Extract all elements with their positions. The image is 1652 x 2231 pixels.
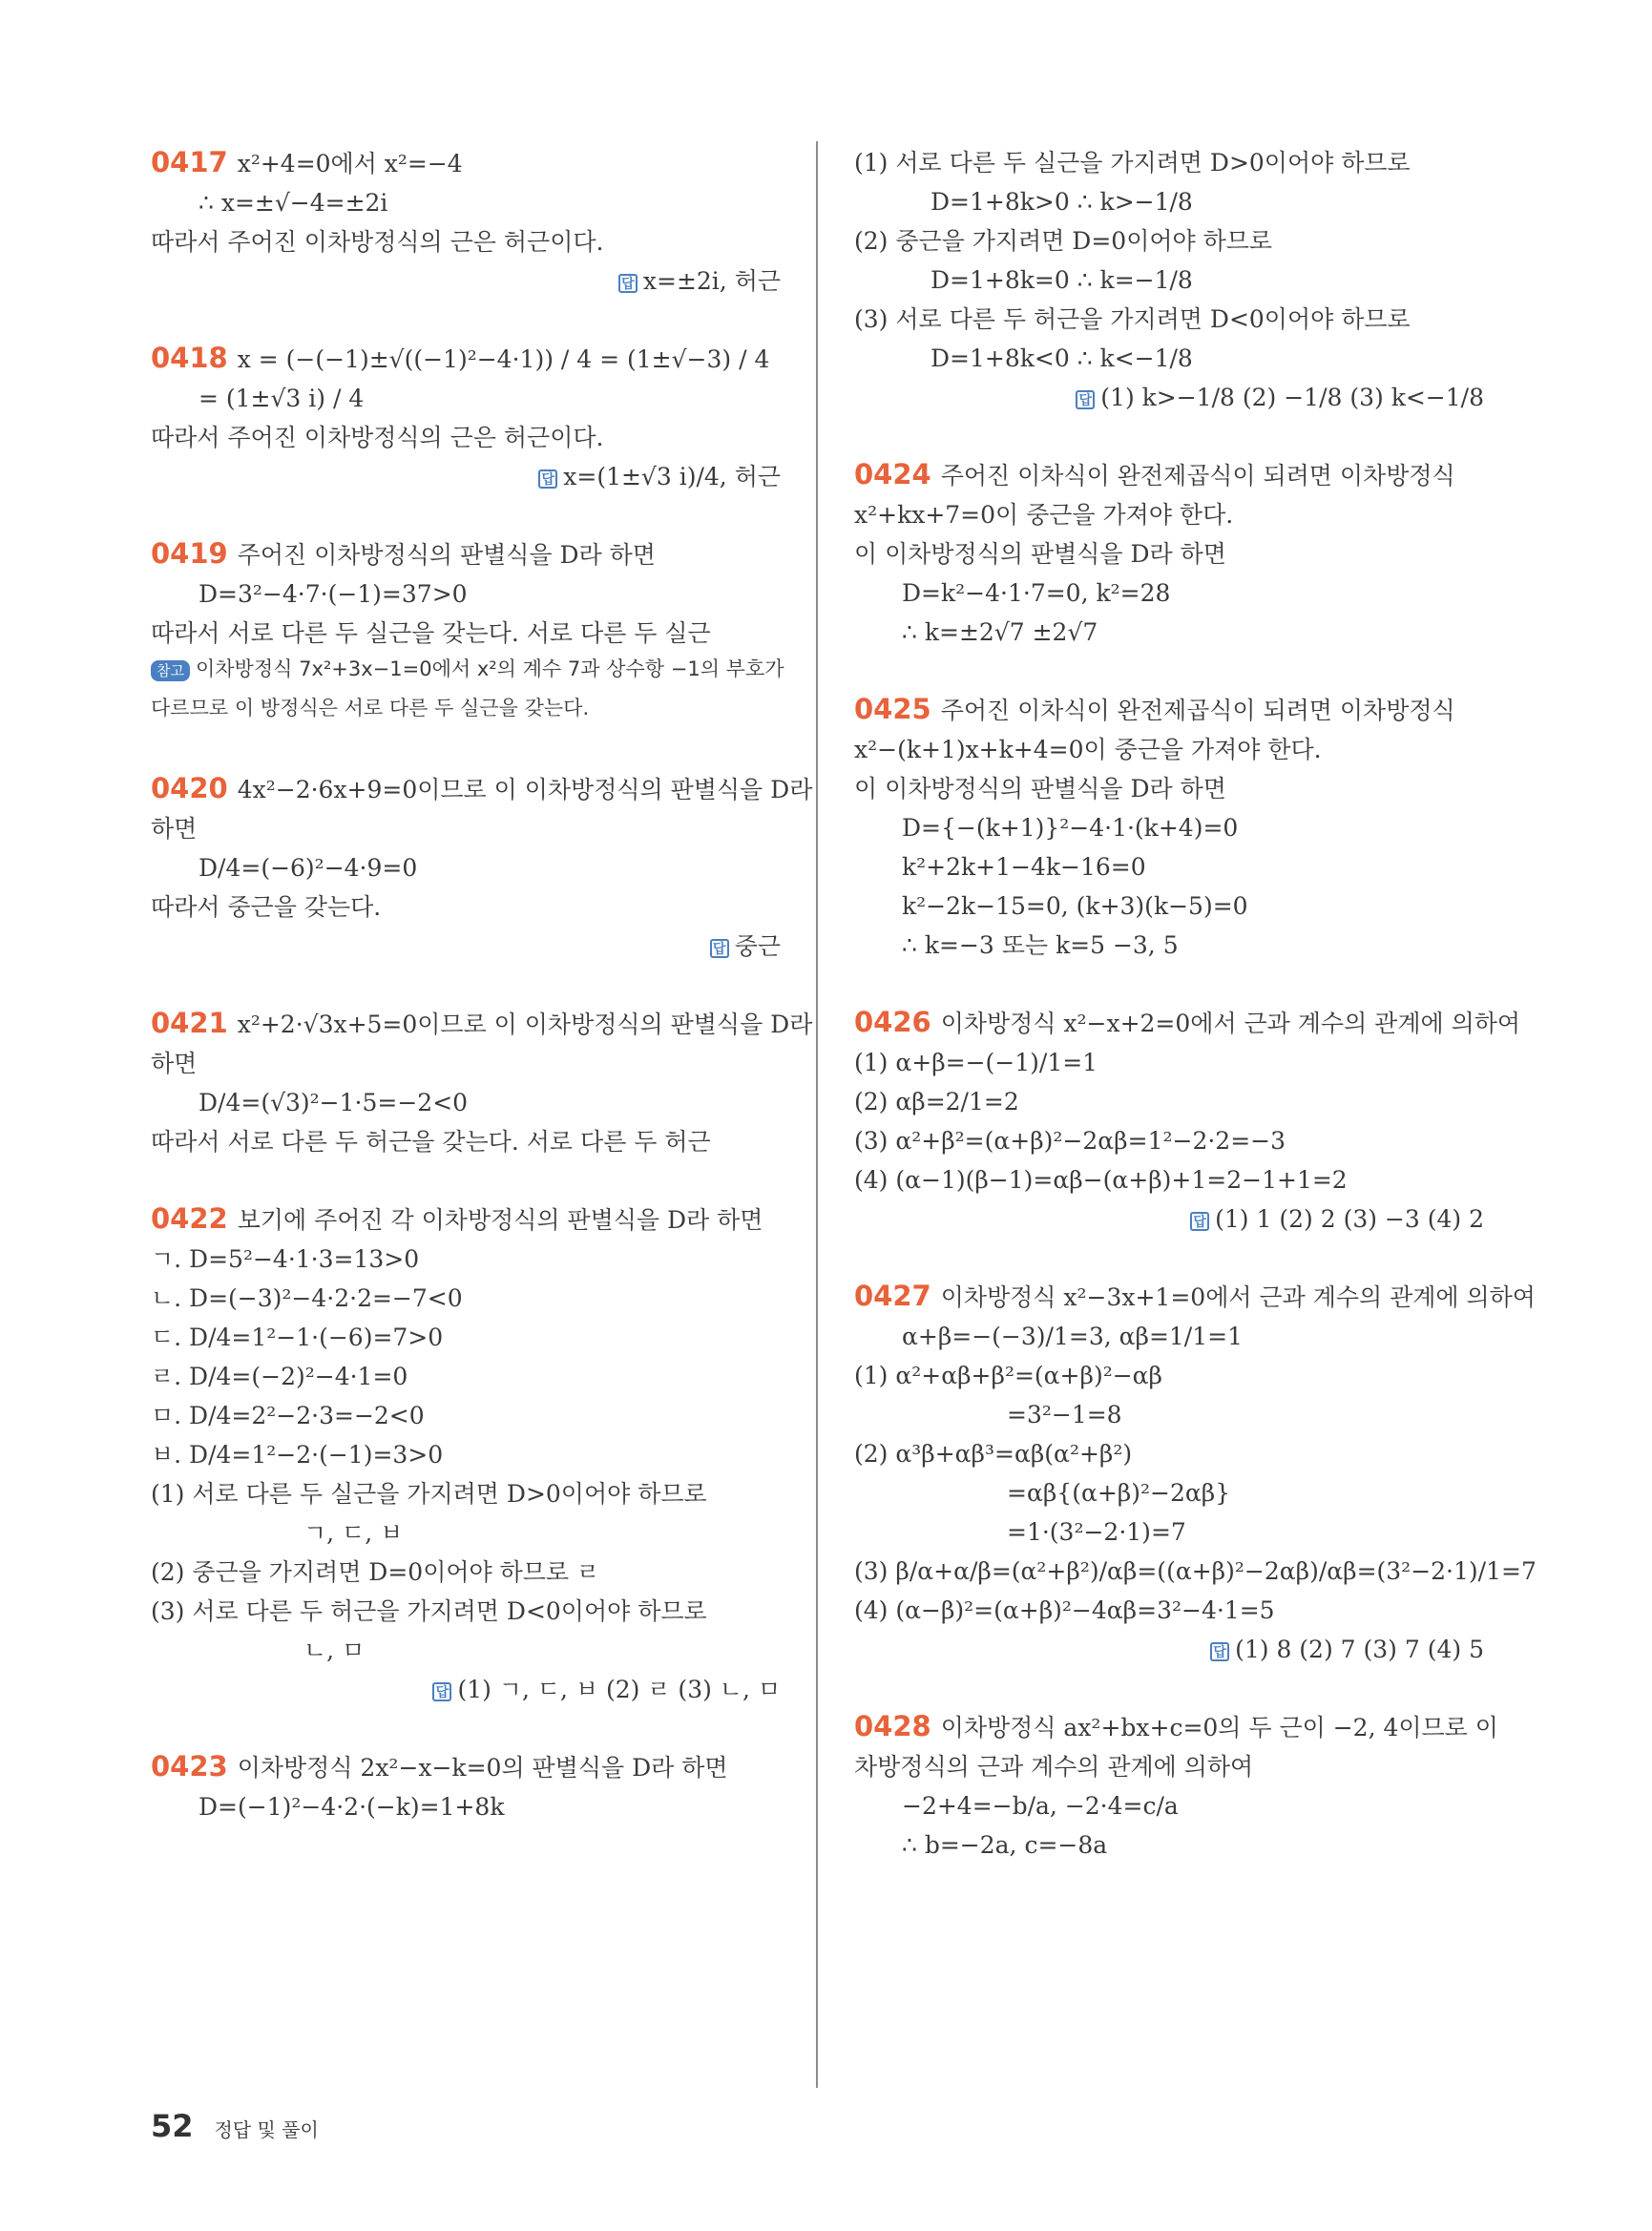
- solution-line: [151, 614, 781, 653]
- problem-number: 0421: [151, 1007, 228, 1039]
- line-text: (3) 서로 다른 두 허근을 가지려면 D<0이어야 하므로: [151, 1597, 707, 1625]
- solution-line: [854, 1395, 1484, 1434]
- answer-mark-icon: 답: [432, 1682, 451, 1701]
- solution-line: [854, 1003, 1521, 1043]
- solution-line: [854, 1082, 1484, 1121]
- problem-0421: [151, 1004, 813, 1161]
- line-text: D=1+8k=0 ∴ k=−1/8: [931, 266, 1193, 294]
- problem-0422: [151, 1199, 781, 1709]
- solution-line: [151, 1004, 813, 1044]
- line-text: 따라서 중근을 갖는다.: [151, 893, 382, 921]
- left-column: [151, 143, 813, 1865]
- line-text: D=(−1)²−4·2·(−k)=1+8k: [199, 1793, 505, 1821]
- solution-line: [854, 1591, 1484, 1630]
- problem-0417: [151, 143, 781, 301]
- line-text: D=1+8k>0 ∴ k>−1/8: [931, 188, 1193, 216]
- problem-number: 0417: [151, 146, 228, 178]
- problem-number: 0424: [854, 458, 931, 490]
- problem-0420: [151, 769, 813, 966]
- line-text: k²−2k−15=0, (k+3)(k−5)=0: [902, 892, 1248, 920]
- solution-line: [151, 534, 781, 574]
- solution-line: [151, 379, 781, 418]
- problem-number: 0428: [854, 1710, 931, 1742]
- problem-number: 0418: [151, 342, 228, 374]
- line-text: 따라서 주어진 이차방정식의 근은 허근이다.: [151, 228, 604, 256]
- solution-line: [854, 261, 1484, 300]
- line-text: 따라서 서로 다른 두 실근을 갖는다. 서로 다른 두 실근: [151, 619, 711, 647]
- line-text: (1) k>−1/8 (2) −1/8 (3) k<−1/8: [1100, 384, 1484, 411]
- line-text: =1·(3²−2·1)=7: [1007, 1518, 1186, 1546]
- line-text: ㄴ. D=(−3)²−4·2·2=−7<0: [151, 1284, 463, 1312]
- solution-line: [151, 1199, 781, 1240]
- answer-mark-icon: 답: [1076, 390, 1095, 409]
- solution-line: [151, 1747, 781, 1787]
- page-number: 52: [151, 2108, 194, 2144]
- line-text: =3²−1=8: [1007, 1401, 1122, 1428]
- solution-line: [151, 143, 781, 183]
- solution-line: [854, 730, 1484, 769]
- solution-line: [151, 1435, 781, 1474]
- line-text: x²+4=0에서 x²=−4: [237, 150, 463, 177]
- line-text: x=±2i, 허근: [642, 267, 781, 295]
- line-text: x²−(k+1)x+k+4=0이 중근을 가져야 한다.: [854, 736, 1322, 763]
- problem-continued: [854, 143, 1484, 417]
- line-text: D/4=(√3)²−1·5=−2<0: [199, 1089, 469, 1116]
- solution-line: [854, 1747, 1484, 1786]
- solution-line: [854, 1786, 1484, 1825]
- line-text: (1) α²+αβ+β²=(α+β)²−αβ: [854, 1362, 1163, 1389]
- problem-0427: [854, 1277, 1537, 1669]
- line-text: ㄹ. D/4=(−2)²−4·1=0: [151, 1363, 408, 1390]
- solution-line: [151, 887, 781, 927]
- answer-mark-icon: 답: [710, 939, 729, 958]
- answer-line: [151, 457, 781, 496]
- solution-line: [151, 809, 781, 848]
- line-text: 중근: [734, 932, 781, 960]
- line-text: α+β=−(−3)/1=3, αβ=1/1=1: [902, 1323, 1243, 1350]
- line-text: (2) 중근을 가지려면 D=0이어야 하므로 ㄹ: [151, 1558, 600, 1586]
- problem-0418: [151, 339, 781, 496]
- line-text: 보기에 주어진 각 이차방정식의 판별식을 D라 하면: [237, 1206, 763, 1234]
- line-text: (3) β/α+α/β=(α²+β²)/αβ=((α+β)²−2αβ)/αβ=(3²−2·1)/1=7: [854, 1557, 1537, 1585]
- column-divider: [816, 141, 818, 2088]
- line-text: (1) 서로 다른 두 실근을 가지려면 D>0이어야 하므로: [151, 1480, 707, 1508]
- solution-line: [151, 183, 781, 222]
- line-text: x = (−(−1)±√((−1)²−4·1)) / 4 = (1±√−3) / 4: [237, 345, 770, 373]
- note-line: [151, 692, 781, 731]
- line-text: 이 이차방정식의 판별식을 D라 하면: [854, 540, 1226, 568]
- note-line: [151, 653, 784, 692]
- line-text: D={−(k+1)}²−4·1·(k+4)=0: [902, 814, 1239, 842]
- solution-line: [854, 455, 1484, 495]
- line-text: ㄱ. D=5²−4·1·3=13>0: [151, 1245, 420, 1273]
- line-text: k²+2k+1−4k−16=0: [902, 853, 1146, 881]
- line-text: 다르므로 이 방정식은 서로 다른 두 실근을 갖는다.: [151, 697, 590, 719]
- line-text: (1) 8 (2) 7 (3) 7 (4) 5: [1235, 1636, 1484, 1663]
- solution-line: [854, 143, 1484, 182]
- line-text: (3) α²+β²=(α+β)²−2αβ=1²−2·2=−3: [854, 1127, 1286, 1155]
- solution-line: [151, 1240, 781, 1279]
- solution-line: [854, 573, 1484, 613]
- solution-line: [151, 1122, 781, 1161]
- page-footer: [151, 2107, 319, 2150]
- solution-line: [151, 1396, 781, 1435]
- solution-line: [151, 1318, 781, 1357]
- solution-line: [151, 418, 781, 457]
- answer-mark-icon: 답: [618, 274, 638, 293]
- solution-line: [854, 221, 1484, 261]
- problem-number: 0425: [854, 693, 931, 725]
- answer-line: [151, 1670, 781, 1709]
- solution-line: [151, 848, 781, 887]
- problem-number: 0419: [151, 537, 228, 570]
- problem-0428: [854, 1707, 1498, 1865]
- solution-line: [854, 534, 1484, 573]
- line-text: 이차방정식 ax²+bx+c=0의 두 근이 −2, 4이므로 이: [940, 1714, 1498, 1741]
- solution-line: [151, 222, 781, 261]
- line-text: (1) 1 (2) 2 (3) −3 (4) 2: [1215, 1205, 1484, 1233]
- line-text: (1) α+β=−(−1)/1=1: [854, 1049, 1098, 1076]
- footer-label: 정답 및 풀이: [214, 2118, 319, 2141]
- line-text: D=k²−4·1·7=0, k²=28: [902, 579, 1171, 607]
- answer-line: [151, 261, 781, 301]
- line-text: 이차방정식 2x²−x−k=0의 판별식을 D라 하면: [237, 1754, 728, 1782]
- solution-line: [151, 769, 813, 809]
- solution-line: [151, 1513, 781, 1553]
- solution-line: [151, 1592, 781, 1631]
- problem-0419: [151, 534, 784, 731]
- solution-line: [854, 1512, 1484, 1552]
- solution-line: [854, 300, 1484, 339]
- solution-line: [854, 1317, 1484, 1356]
- answer-mark-icon: 답: [1210, 1642, 1229, 1661]
- solution-line: [854, 495, 1484, 534]
- solution-line: [854, 1160, 1484, 1199]
- answer-mark-icon: 답: [1190, 1212, 1209, 1231]
- solution-line: [854, 690, 1484, 730]
- solution-line: [151, 1279, 781, 1318]
- line-text: ∴ k=±2√7 ±2√7: [902, 618, 1098, 646]
- line-text: 이차방정식 x²−3x+1=0에서 근과 계수의 관계에 의하여: [940, 1283, 1536, 1311]
- line-text: 차방정식의 근과 계수의 관계에 의하여: [854, 1753, 1254, 1781]
- solution-line: [854, 1043, 1484, 1082]
- line-text: ㅁ. D/4=2²−2·3=−2<0: [151, 1402, 425, 1429]
- problem-number: 0426: [854, 1006, 931, 1038]
- line-text: 하면: [151, 815, 198, 843]
- answer-mark-icon: 답: [538, 469, 557, 489]
- line-text: 이차방정식 7x²+3x−1=0에서 x²의 계수 7과 상수항 −1의 부호가: [195, 657, 784, 680]
- solution-line: [854, 613, 1484, 652]
- solution-line: [151, 1083, 781, 1122]
- solution-line: [854, 1277, 1536, 1317]
- solution-line: [854, 808, 1484, 847]
- line-text: D=1+8k<0 ∴ k<−1/8: [931, 344, 1193, 372]
- problem-0423: [151, 1747, 781, 1826]
- line-text: (2) αβ=2/1=2: [854, 1088, 1019, 1116]
- answer-line: [151, 927, 781, 966]
- line-text: 주어진 이차식이 완전제곱식이 되려면 이차방정식: [940, 697, 1455, 724]
- answer-line: [854, 1199, 1484, 1239]
- line-text: (4) (α−β)²=(α+β)²−4αβ=3²−4·1=5: [854, 1596, 1275, 1624]
- line-text: (2) 중근을 가지려면 D=0이어야 하므로: [854, 227, 1273, 255]
- line-text: ∴ x=±√−4=±2i: [199, 189, 388, 217]
- line-text: (4) (α−1)(β−1)=αβ−(α+β)+1=2−1+1=2: [854, 1166, 1348, 1194]
- solution-line: [151, 1631, 781, 1670]
- line-text: ∴ b=−2a, c=−8a: [902, 1831, 1108, 1859]
- line-text: 4x²−2·6x+9=0이므로 이 이차방정식의 판별식을 D라: [237, 776, 813, 803]
- problem-0426: [854, 1003, 1521, 1239]
- line-text: (1) 서로 다른 두 실근을 가지려면 D>0이어야 하므로: [854, 149, 1411, 177]
- reference-badge: 참고: [151, 660, 190, 681]
- line-text: 이차방정식 x²−x+2=0에서 근과 계수의 관계에 의하여: [940, 1010, 1521, 1037]
- line-text: ㄴ, ㅁ: [303, 1637, 366, 1664]
- solution-line: [854, 886, 1484, 926]
- solution-line: [854, 847, 1484, 886]
- line-text: =αβ{(α+β)²−2αβ}: [1007, 1479, 1231, 1507]
- line-text: −2+4=−b/a, −2·4=c/a: [902, 1792, 1179, 1820]
- solution-line: [151, 1474, 781, 1513]
- line-text: = (1±√3 i) / 4: [199, 385, 365, 412]
- solution-line: [854, 1707, 1498, 1747]
- line-text: D=3²−4·7·(−1)=37>0: [199, 580, 468, 608]
- problem-0424: [854, 455, 1484, 652]
- line-text: 주어진 이차방정식의 판별식을 D라 하면: [237, 541, 656, 569]
- solution-line: [854, 1356, 1484, 1395]
- line-text: (3) 서로 다른 두 허근을 가지려면 D<0이어야 하므로: [854, 305, 1411, 333]
- line-text: ㄱ, ㄷ, ㅂ: [303, 1519, 404, 1547]
- line-text: 주어진 이차식이 완전제곱식이 되려면 이차방정식: [940, 462, 1455, 490]
- line-text: (2) α³β+αβ³=αβ(α²+β²): [854, 1440, 1133, 1468]
- answer-line: [854, 1630, 1484, 1669]
- line-text: 이 이차방정식의 판별식을 D라 하면: [854, 775, 1226, 803]
- line-text: x=(1±√3 i)/4, 허근: [563, 463, 781, 490]
- line-text: D/4=(−6)²−4·9=0: [199, 854, 418, 882]
- problem-number: 0422: [151, 1202, 228, 1235]
- line-text: ㅂ. D/4=1²−2·(−1)=3>0: [151, 1441, 444, 1469]
- line-text: (1) ㄱ, ㄷ, ㅂ (2) ㄹ (3) ㄴ, ㅁ: [457, 1676, 781, 1703]
- solution-line: [854, 1552, 1537, 1591]
- solution-line: [151, 339, 781, 379]
- line-text: x²+kx+7=0이 중근을 가져야 한다.: [854, 501, 1234, 529]
- solution-line: [854, 182, 1484, 221]
- problem-number: 0423: [151, 1750, 228, 1783]
- solution-line: [151, 1787, 781, 1826]
- problem-number: 0427: [854, 1280, 931, 1312]
- line-text: x²+2·√3x+5=0이므로 이 이차방정식의 판별식을 D라: [237, 1011, 813, 1038]
- solution-line: [151, 1553, 781, 1592]
- line-text: ∴ k=−3 또는 k=5 −3, 5: [902, 931, 1179, 959]
- solution-line: [854, 1825, 1484, 1865]
- solution-line: [854, 1473, 1484, 1512]
- line-text: ㄷ. D/4=1²−1·(−6)=7>0: [151, 1324, 444, 1351]
- solution-line: [151, 1044, 781, 1083]
- solution-line: [854, 339, 1484, 378]
- solution-line: [151, 574, 781, 614]
- problem-number: 0420: [151, 772, 228, 804]
- solution-line: [151, 1357, 781, 1396]
- line-text: 따라서 서로 다른 두 허근을 갖는다. 서로 다른 두 허근: [151, 1128, 711, 1156]
- answer-line: [854, 378, 1484, 417]
- line-text: 하면: [151, 1050, 198, 1077]
- solution-line: [854, 769, 1484, 808]
- solution-line: [854, 926, 1484, 965]
- right-column: [854, 143, 1537, 1903]
- problem-0425: [854, 690, 1484, 965]
- solution-line: [854, 1434, 1484, 1473]
- solution-line: [854, 1121, 1484, 1160]
- line-text: 따라서 주어진 이차방정식의 근은 허근이다.: [151, 424, 604, 451]
